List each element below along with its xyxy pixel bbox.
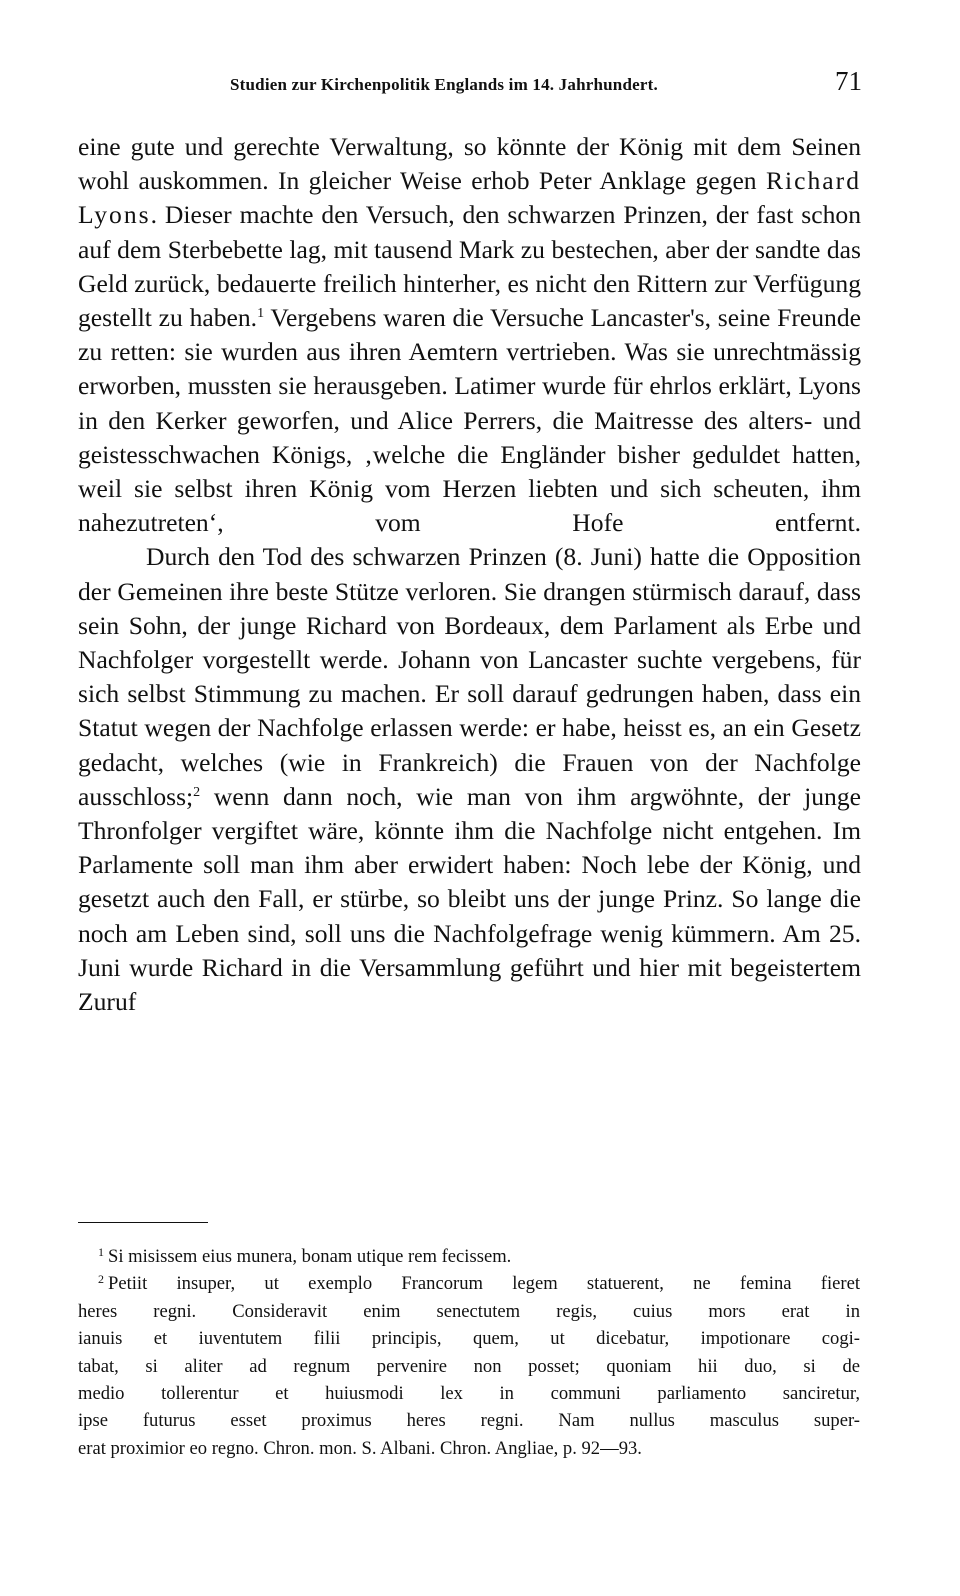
paragraph-1	[78, 130, 861, 540]
paragraph-1-part-3: Vergebens waren die Versuche Lancaster's, seine Freunde zu retten: sie wurden aus ihren Aemtern vertrieben. Was sie unrechtmässig erworben, mussten sie herausgeben. Latimer wurde für ehrlos erklärt, Lyons in den Kerker geworfen, und Alice Perrers, die Maitresse des alters- und geistesschwachen Königs, ‚welche die Engländer bisher geduldet hatten, weil sie selbst ihren König vom Herzen liebten und sich scheuten, ihm nahezutreten‘, vom Hofe entfernt.	[78, 303, 861, 538]
footnote-2-line: erat proximior eo regno. Chron. mon. S. Albani. Chron. Angliae, p. 92—93.	[78, 1437, 642, 1459]
paragraph-2	[78, 540, 861, 1019]
paragraph-2-part-2: wenn dann noch, wie man von ihm argwöhnte, der junge Thronfolger vergiftet wäre, könnte ihm die Nachfolge nicht entgehen. Im Parlamente soll man ihm aber erwidert haben: Noch lebe der König, und gesetzt auch den Fall, er stürbe, so bleibt uns der junge Prinz. So lange die noch am Leben sind, soll uns die Nachfolgefrage wenig kümmern. Am 25. Juni wurde Richard in die Versammlung geführt und hier mit begeistertem Zuruf	[78, 781, 861, 1017]
footnote-1-text: Si misissem eius munera, bonam utique rem fecissem.	[108, 1246, 512, 1267]
running-title: Studien zur Kirchenpolitik Englands im 14. Jahrhundert.	[230, 75, 658, 94]
page-header	[230, 66, 862, 102]
footnote-2-line: ipse futurus esset proximus heres regni. Nam nullus masculus super-	[78, 1410, 860, 1432]
footnote-2-line: tabat, si aliter ad regnum pervenire non posset; quoniam hii duo, si de	[78, 1355, 860, 1377]
footnote-2-line	[78, 1270, 860, 1297]
footnote-1-line	[78, 1243, 860, 1270]
page-number: 71	[835, 66, 862, 96]
main-text	[78, 130, 861, 1019]
spaced-name: Richard Lyons	[78, 166, 861, 230]
footnote-2-line: ianuis et iuventutem filii principis, quem, ut dicebatur, impotionare cogi-	[78, 1328, 860, 1350]
footnote-2	[78, 1270, 860, 1462]
footnote-2-line: medio tollerentur et huiusmodi lex in communi parliamento sanciretur,	[78, 1383, 860, 1405]
footnote-2-text: Petiit insuper, ut exemplo Francorum legem statuerent, ne femina fieret	[108, 1273, 860, 1295]
paragraph-1-part-1: eine gute und gerechte Verwaltung, so könnte der König mit dem Seinen wohl auskommen. In gleicher Weise erhob Peter Anklage gegen	[78, 132, 861, 196]
paragraph-2-part-1: Durch den Tod des schwarzen Prinzen (8. Juni) hatte die Opposition der Gemeinen ihre beste Stütze verloren. Sie drangen stürmisch darauf, dass sein Sohn, der junge Richard von Bordeaux, dem Parlament als Erbe und Nachfolger vorgestellt werde. Johann von Lancaster suchte vergebens, für sich selbst Stimmung zu machen. Er soll darauf gedrungen haben, dass ein Statut wegen der Nachfolge erlassen werde: er habe, heisst es, an ein Gesetz gedacht, welches (wie in Frankreich) die Frauen von der Nachfolge ausschloss;	[78, 542, 861, 811]
paragraph-1-part-2: . Dieser machte den Versuch, den schwarzen Prinzen, der fast schon auf dem Sterbebette lag, mit tausend Mark zu bestechen, aber der sandte das Geld zurück, bedauerte freilich hinterher, es nicht den Rittern zur Verfügung gestellt zu haben.	[78, 200, 861, 333]
footnote-separator	[78, 1222, 208, 1223]
footnote-1-mark: 1	[98, 1245, 104, 1259]
footnote-2-line: heres regni. Consideravit enim senectutem regis, cuius mors erat in	[78, 1300, 860, 1322]
footnotes	[78, 1243, 860, 1462]
footnote-2-mark: 2	[98, 1272, 104, 1287]
footnote-reference-1[interactable]: 1	[257, 306, 265, 322]
footnote-1	[78, 1243, 860, 1270]
footnote-reference-2[interactable]: 2	[193, 784, 201, 800]
